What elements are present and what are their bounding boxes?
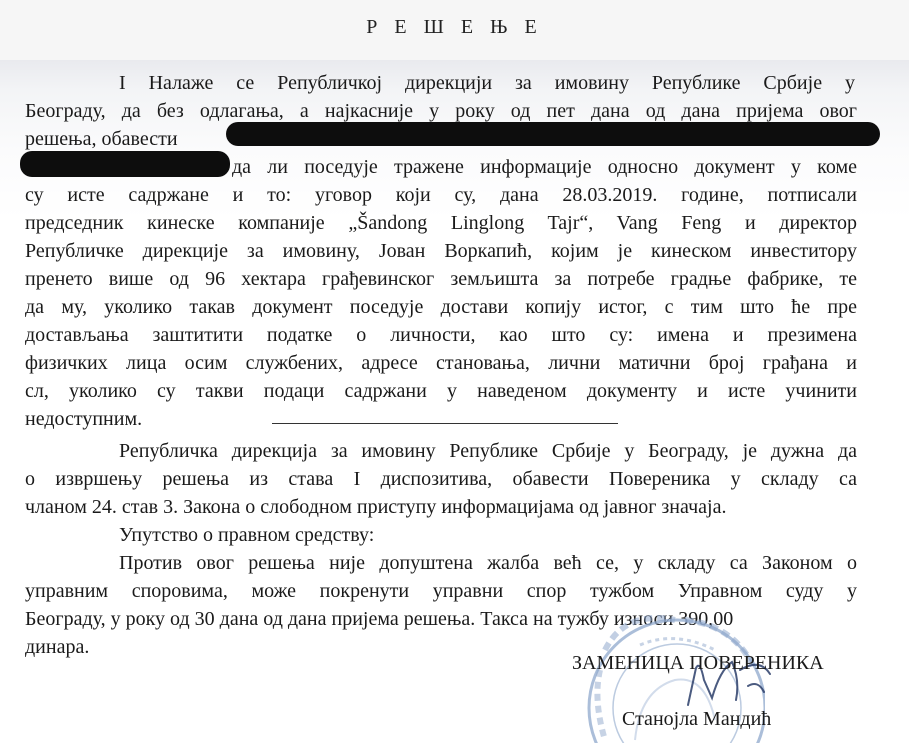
section1-line-13: недоступним. — [25, 408, 143, 430]
section1-line-11: физичких лица осим службених, адресе становања, лични матични број грађана и — [25, 352, 857, 374]
signature-name: Станојла Мандић — [622, 708, 772, 730]
document-heading: Р Е Ш Е Њ Е — [366, 16, 543, 38]
section1-line-6: председник кинеске компаније „Šandong Linglong Tajr“, Vang Feng и директор — [25, 212, 857, 234]
instruction-title: Упутство о правном средству: — [119, 524, 375, 546]
signature-title: ЗАМЕНИЦА ПОВЕРЕНИКА — [572, 652, 824, 674]
separator-rule — [272, 423, 618, 424]
section1-line-10: достављања заштитити податке о личности, као што су: имена и презимена — [25, 324, 857, 346]
section3-line-2: управним споровима, може покренути управни спор тужбом Управном суду у — [25, 580, 857, 602]
section1-line-4: да ли поседује тражене информације односно документ у коме — [232, 156, 857, 178]
section3-line-1: Против овог решења није допуштена жалба већ се, у складу са Законом о — [119, 552, 857, 574]
section1-line-3: решења, обавести — [25, 128, 178, 150]
section3-line-4: динара. — [25, 636, 90, 658]
section1-line-2: Београду, да без одлагања, а најкасније у року од пет дана од дана пријема овог — [25, 100, 857, 122]
section1-line-8: пренето више од 96 хектара грађевинског земљишта за потребе градње фабрике, те — [25, 268, 857, 290]
section1-line-9: да му, уколико такав документ поседује достави копију истог, с тим што ће пре — [25, 296, 857, 318]
section1-line-1: I Налаже се Републичкој дирекцији за имовину Републике Србије у — [119, 72, 855, 94]
section1-line-7: Републичке дирекције за имовину, Јован Воркапић, којим је кинеском инвеститору — [25, 240, 857, 262]
section1-line-5: су исте садржане и то: уговор који су, дана 28.03.2019. године, потписали — [25, 184, 857, 206]
redaction-bar-2 — [20, 151, 230, 177]
section3-line-3: Београду, у року од 30 дана од дана пријема решења. Такса на тужбу износи 390,00 — [25, 608, 734, 630]
section2-line-3: чланом 24. став 3. Закона о слободном приступу информацијама од јавног значаја. — [25, 496, 727, 518]
section1-line-12: сл, уколико су такви подаци садржани у наведеном документу и исте учинити — [25, 380, 857, 402]
redaction-bar-1 — [226, 122, 880, 146]
section2-line-1: Републичка дирекција за имовину Републике Србије у Београду, је дужна да — [119, 440, 857, 462]
section2-line-2: о извршењу решења из става I диспозитива, обавести Повереника у складу са — [25, 468, 857, 490]
